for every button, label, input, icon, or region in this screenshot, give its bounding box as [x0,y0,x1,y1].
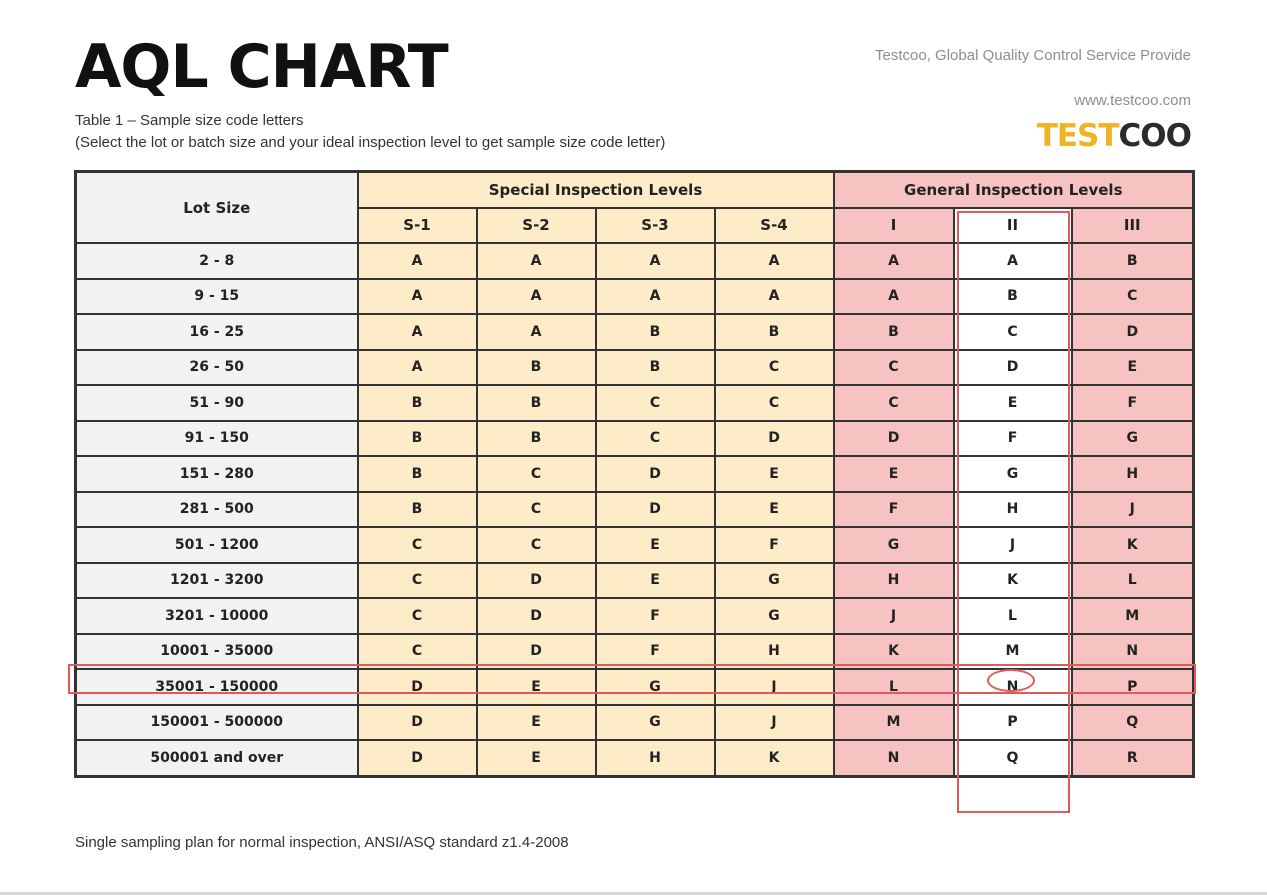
code-letter-cell: C [477,456,596,492]
code-letter-cell: L [954,598,1072,634]
code-letter-cell: D [715,421,834,457]
code-letter-cell: C [358,563,477,599]
code-letter-cell: G [715,563,834,599]
lot-size-cell: 501 - 1200 [76,527,358,563]
code-letter-cell: C [596,421,715,457]
website-link[interactable]: www.testcoo.com [1074,92,1191,109]
code-letter-cell: P [954,705,1072,741]
table-row [76,421,1194,457]
code-letter-cell: E [834,456,954,492]
code-letter-cell: C [358,598,477,634]
footnote: Single sampling plan for normal inspection, ANSI/ASQ standard z1.4-2008 [75,834,569,851]
code-letter-cell: C [358,527,477,563]
table-row [76,385,1194,421]
table-row [76,634,1194,670]
level-header-ii: II [954,208,1072,244]
code-letter-cell: B [596,350,715,386]
table-row [76,279,1194,315]
code-letter-cell: E [715,492,834,528]
level-header-s3: S-3 [596,208,715,244]
table-instructions: (Select the lot or batch size and your ideal inspection level to get sample size code letter) [75,134,666,151]
code-letter-cell: J [715,669,834,705]
code-letter-cell: C [715,385,834,421]
code-letter-cell: A [715,279,834,315]
lot-size-cell: 151 - 280 [76,456,358,492]
code-letter-cell: B [358,492,477,528]
code-letter-cell: G [1072,421,1194,457]
code-letter-cell: C [477,492,596,528]
code-letter-cell: A [596,279,715,315]
code-letter-cell: R [1072,740,1194,776]
lot-size-cell: 10001 - 35000 [76,634,358,670]
code-letter-cell: A [358,243,477,279]
code-letter-cell: A [834,279,954,315]
code-letter-cell: A [477,279,596,315]
code-letter-cell: A [477,314,596,350]
code-letter-cell: K [715,740,834,776]
code-letter-cell: D [477,598,596,634]
code-letter-cell: B [477,421,596,457]
code-letter-cell: H [596,740,715,776]
table-row [76,243,1194,279]
level-header-s2: S-2 [477,208,596,244]
table-row [76,456,1194,492]
lot-size-cell: 3201 - 10000 [76,598,358,634]
code-letter-cell: H [954,492,1072,528]
code-letter-cell: A [358,350,477,386]
code-letter-cell: D [358,740,477,776]
table-row [76,492,1194,528]
level-header-s4: S-4 [715,208,834,244]
code-letter-cell: B [596,314,715,350]
code-letter-cell: D [358,669,477,705]
table-row [76,740,1194,776]
code-letter-cell: K [1072,527,1194,563]
table-caption: Table 1 – Sample size code letters [75,112,304,129]
code-letter-cell: F [715,527,834,563]
code-letter-cell: C [596,385,715,421]
code-letter-cell: C [715,350,834,386]
code-letter-cell: L [1072,563,1194,599]
code-letter-cell: E [596,527,715,563]
code-letter-cell: D [358,705,477,741]
code-letter-cell: B [715,314,834,350]
lot-size-cell: 281 - 500 [76,492,358,528]
testcoo-logo [1037,116,1191,156]
code-letter-cell: A [715,243,834,279]
code-letter-cell: K [954,563,1072,599]
special-levels-header: Special Inspection Levels [358,172,834,208]
code-letter-cell: D [477,634,596,670]
code-letter-cell: E [715,456,834,492]
lot-size-cell: 2 - 8 [76,243,358,279]
code-letter-cell: J [834,598,954,634]
lot-size-cell: 16 - 25 [76,314,358,350]
code-letter-cell: G [596,669,715,705]
code-letter-cell: P [1072,669,1194,705]
lot-size-cell: 500001 and over [76,740,358,776]
code-letter-cell: E [477,740,596,776]
level-header-s1: S-1 [358,208,477,244]
code-letter-cell: D [834,421,954,457]
page-title: AQL CHART [75,32,448,102]
table-row [76,669,1194,705]
code-letter-cell: E [477,669,596,705]
code-letter-cell: E [596,563,715,599]
code-letter-cell: F [596,634,715,670]
code-letter-cell: D [1072,314,1194,350]
code-letter-cell: A [834,243,954,279]
code-letter-cell: Q [1072,705,1194,741]
code-letter-cell: C [954,314,1072,350]
table-description [75,110,665,154]
code-letter-cell: H [834,563,954,599]
table-row [76,705,1194,741]
lot-size-cell: 26 - 50 [76,350,358,386]
code-letter-cell: B [358,385,477,421]
lot-size-cell: 1201 - 3200 [76,563,358,599]
code-letter-cell: G [834,527,954,563]
code-letter-cell: N [1072,634,1194,670]
code-letter-cell: G [715,598,834,634]
code-letter-cell: Q [954,740,1072,776]
code-letter-cell: A [596,243,715,279]
code-letter-cell: G [596,705,715,741]
aql-table-body [76,243,1194,776]
code-letter-cell: B [358,456,477,492]
table-row [76,350,1194,386]
company-tagline: Testcoo, Global Quality Control Service Provide [875,47,1191,64]
code-letter-cell: A [477,243,596,279]
code-letter-cell: M [834,705,954,741]
code-letter-cell: F [1072,385,1194,421]
table-row [76,314,1194,350]
code-letter-cell: E [1072,350,1194,386]
code-letter-cell: J [954,527,1072,563]
logo-part-test: TEST [1036,118,1119,154]
code-letter-cell: B [477,385,596,421]
code-letter-cell: B [358,421,477,457]
code-letter-cell: B [954,279,1072,315]
table-row [76,527,1194,563]
code-letter-cell: A [358,314,477,350]
lot-size-cell: 51 - 90 [76,385,358,421]
code-letter-cell: H [715,634,834,670]
code-letter-cell: H [1072,456,1194,492]
code-letter-cell: C [834,385,954,421]
lot-size-cell: 150001 - 500000 [76,705,358,741]
code-letter-cell: B [1072,243,1194,279]
table-row [76,598,1194,634]
code-letter-cell: B [477,350,596,386]
code-letter-cell: J [1072,492,1194,528]
lot-size-cell: 35001 - 150000 [76,669,358,705]
table-row [76,563,1194,599]
code-letter-cell: N [834,740,954,776]
code-letter-cell: F [954,421,1072,457]
code-letter-cell: C [358,634,477,670]
aql-table [74,170,1195,778]
code-letter-cell: A [358,279,477,315]
code-letter-cell: F [596,598,715,634]
code-letter-cell: L [834,669,954,705]
code-letter-cell: J [715,705,834,741]
code-letter-cell: E [477,705,596,741]
code-letter-cell: M [1072,598,1194,634]
code-letter-cell: A [954,243,1072,279]
code-letter-cell: C [477,527,596,563]
code-letter-cell: E [954,385,1072,421]
code-letter-cell: B [834,314,954,350]
level-header-i: I [834,208,954,244]
lot-size-header: Lot Size [76,172,358,244]
lot-size-cell: 91 - 150 [76,421,358,457]
code-letter-cell: M [954,634,1072,670]
code-letter-cell: C [834,350,954,386]
code-letter-cell: K [834,634,954,670]
logo-part-coo: COO [1118,118,1191,154]
code-letter-cell: D [477,563,596,599]
code-letter-cell: C [1072,279,1194,315]
code-letter-cell: F [834,492,954,528]
code-letter-cell: D [954,350,1072,386]
code-letter-cell: G [954,456,1072,492]
code-letter-cell: D [596,492,715,528]
code-letter-cell: N [954,669,1072,705]
code-letter-cell: D [596,456,715,492]
level-header-iii: III [1072,208,1194,244]
general-levels-header: General Inspection Levels [834,172,1194,208]
lot-size-cell: 9 - 15 [76,279,358,315]
